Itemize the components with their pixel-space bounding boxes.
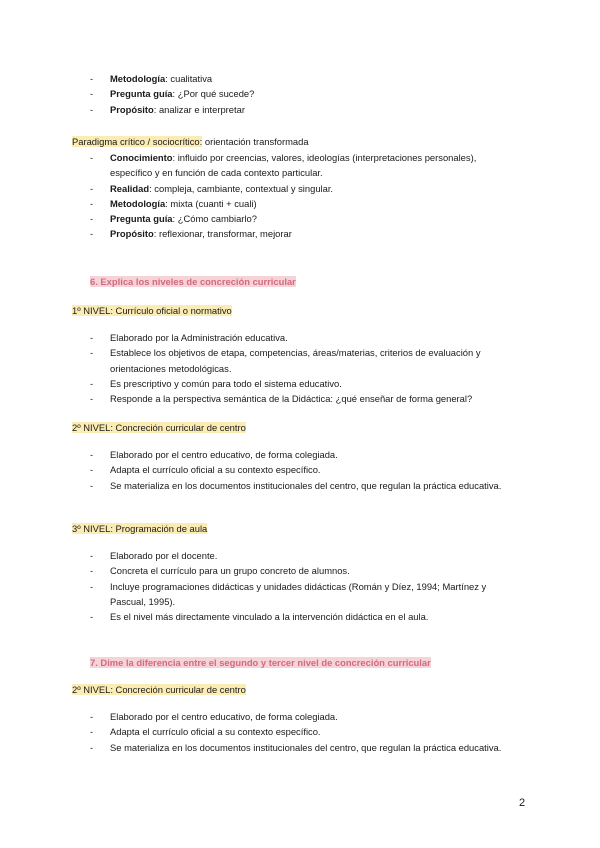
list-item: - Pregunta guía: ¿Cómo cambiarlo? (90, 213, 257, 225)
level-2-heading: 2º NIVEL: Concreción curricular de centro (72, 422, 246, 433)
list-item: - Concreta el currículo para un grupo concreto de alumnos. (90, 565, 350, 577)
list-item: - Realidad: compleja, cambiante, contextual y singular. (90, 182, 334, 194)
list-item: - Elaborado por el centro educativo, de forma colegiada. (90, 711, 338, 722)
level-1-list (0, 330, 600, 406)
level-3-list (0, 548, 600, 624)
list-item: - Conocimiento: influido por creencias, valores, ideologías (interpretaciones personales), específico y en función de cada contexto particular. (90, 152, 477, 179)
list-item: - Metodología: cualitativa (90, 73, 213, 84)
level-1-heading: 1º NIVEL: Currículo oficial o normativo (72, 305, 232, 316)
interpretive-paradigm-list (0, 71, 600, 117)
list-item: - Establece los objetivos de etapa, competencias, áreas/materias, criterios de evaluación y orientaciones metodológicas. (90, 347, 481, 374)
page-number: 2 (519, 797, 526, 809)
level-2-heading-repeat: 2º NIVEL: Concreción curricular de centro (72, 684, 246, 695)
list-item: - Metodología: mixta (cuanti + cuali) (90, 197, 257, 209)
list-item: - Adapta el currículo oficial a su contexto específico. (90, 464, 321, 476)
list-item: - Se materializa en los documentos institucionales del centro, que regulan la práctica educativa. (90, 479, 502, 491)
list-item: - Elaborado por el docente. (90, 550, 218, 561)
list-item: - Responde a la perspectiva semántica de la Didáctica: ¿qué enseñar de forma general? (90, 393, 473, 405)
critical-paradigm-list (0, 150, 600, 242)
list-item: - Es el nivel más directamente vinculado a la intervención didáctica en el aula. (90, 611, 429, 623)
list-item: - Elaborado por la Administración educativa. (90, 332, 288, 343)
level-2-list-repeat (0, 709, 600, 755)
question-7-heading: 7. Dime la diferencia entre el segundo y tercer nivel de concreción curricular (90, 657, 431, 668)
level-3-heading: 3º NIVEL: Programación de aula (72, 523, 208, 534)
list-item: - Adapta el currículo oficial a su contexto específico. (90, 726, 321, 738)
level-2-list (0, 447, 600, 493)
question-6-heading: 6. Explica los niveles de concreción curricular (90, 276, 296, 287)
list-item: - Incluye programaciones didácticas y unidades didácticas (Román y Díez, 1994; Martínez y Pascual, 1995). (90, 580, 487, 607)
list-item: - Propósito: analizar e interpretar (90, 103, 245, 115)
list-item: - Se materializa en los documentos institucionales del centro, que regulan la práctica educativa. (90, 741, 502, 753)
critical-paradigm-heading: Paradigma crítico / sociocrítico: orientación transformada (72, 136, 309, 147)
list-item: - Elaborado por el centro educativo, de forma colegiada. (90, 449, 338, 460)
list-item: - Propósito: reflexionar, transformar, mejorar (90, 228, 292, 240)
list-item: - Es prescriptivo y común para todo el sistema educativo. (90, 377, 342, 389)
list-item: - Pregunta guía: ¿Por qué sucede? (90, 88, 255, 100)
